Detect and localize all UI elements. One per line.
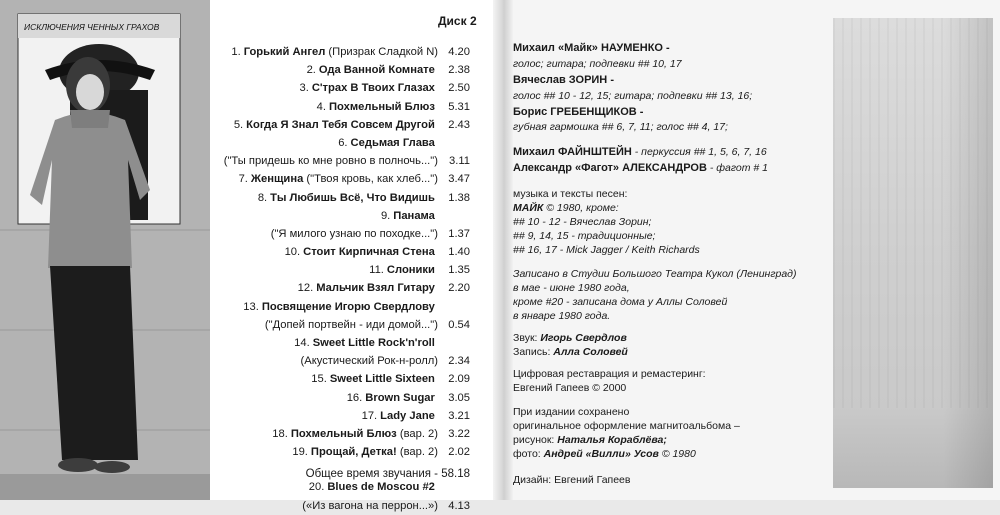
- musician-role: голос ## 10 - 12, 15; гитара; подпевки ## 13, 16;: [513, 90, 753, 102]
- track-row: 10. Стоит Кирпичная Стена 1.40: [284, 246, 470, 259]
- track-row: 12. Мальчик Взял Гитару 2.20: [297, 282, 470, 295]
- bonus-track-row: («Из вагона на перрон...») 4.13: [302, 499, 470, 512]
- poster-text: ИСКЛЮЧЕНИЯ ЧЕННЫХ ГРАХОВ: [24, 22, 160, 32]
- design-note: При издании сохранено: [513, 406, 630, 418]
- total-time: [210, 468, 470, 480]
- restoration-line: Цифровая реставрация и ремастеринг:: [513, 368, 706, 380]
- musician-line: Вячеслав ЗОРИН -: [513, 74, 614, 86]
- track-row: ("Я милого узнаю по походке...") 1.37: [270, 227, 470, 240]
- total-value: 58.18: [441, 468, 470, 480]
- sound-credit: Звук: Игорь Свердлов: [513, 332, 627, 344]
- recording-line: кроме #20 - записана дома у Аллы Соловей: [513, 296, 728, 308]
- musician-line: Борис ГРЕБЕНЩИКОВ -: [513, 106, 644, 118]
- design-note: оригинальное оформление магнитоальбома –: [513, 420, 740, 432]
- track-row: ("Ты придешь ко мне ровно в полночь...") 3.11: [223, 155, 470, 168]
- track-row: 13. Посвящение Игорю Свердлову: [243, 300, 435, 313]
- track-row: (Акустический Рок-н-ролл) 2.34: [300, 355, 470, 368]
- track-row: 9. Панама: [380, 209, 435, 222]
- musician-role: губная гармошка ## 6, 7, 11; голос ## 4, 17;: [513, 121, 728, 133]
- musician-role: голос; гитара; подпевки ## 10, 17: [513, 58, 682, 70]
- lyrics-author: МАЙК © 1980, кроме:: [513, 202, 619, 214]
- track-row: 15. Sweet Little Sixteen 2.09: [311, 373, 470, 386]
- track-row: 1. Горький Ангел (Призрак Сладкой N) 4.20: [231, 46, 470, 58]
- track-row: 6. Седьмая Глава: [338, 136, 435, 149]
- design-credit: Дизайн: Евгений Гапеев: [513, 474, 631, 486]
- lyrics-line: ## 16, 17 - Mick Jagger / Keith Richards: [513, 244, 700, 256]
- track-row: 4. Похмельный Блюз 5.31: [316, 100, 470, 113]
- recording-line: в мае - июне 1980 года,: [513, 282, 630, 294]
- photo-credit: фото: Андрей «Вилли» Усов © 1980: [513, 448, 696, 460]
- track-row: 2. Ода Ванной Комнате 2.38: [306, 64, 470, 77]
- musician-line: Александр «Фагот» АЛЕКСАНДРОВ - фагот # 1: [513, 162, 769, 174]
- total-label: Общее время звучания -: [305, 468, 439, 480]
- musician-photo: [0, 0, 210, 500]
- recording-line: Записано в Студии Большого Театра Кукол (Ленинград): [513, 268, 797, 280]
- lyrics-heading: музыка и тексты песен:: [513, 188, 628, 200]
- musician-line: Михаил ФАЙНШТЕЙН - перкуссия ## 1, 5, 6, 7, 16: [513, 146, 767, 158]
- wall-photo: [833, 18, 993, 488]
- track-row: 8. Ты Любишь Всё, Что Видишь 1.38: [257, 191, 470, 204]
- booklet-spine: [493, 0, 513, 500]
- left-page: [0, 0, 493, 512]
- track-row: 5. Когда Я Знал Тебя Совсем Другой 2.43: [233, 118, 470, 131]
- lyrics-line: ## 10 - 12 - Вячеслав Зорин;: [513, 216, 652, 228]
- restoration-line: Евгений Гапеев © 2000: [513, 382, 627, 394]
- disc-title: Диск 2: [438, 14, 477, 28]
- track-row: ("Допей портвейн - иди домой...") 0.54: [264, 318, 470, 331]
- musician-photo-drawing: [0, 0, 210, 500]
- right-page: [513, 0, 1000, 500]
- track-row: 17. Lady Jane 3.21: [361, 409, 470, 422]
- tracklist: [210, 43, 470, 515]
- track-row: 7. Женщина ("Твоя кровь, как хлеб...") 3.47: [238, 173, 470, 186]
- bonus-track-row: 20. Blues de Moscou #2: [308, 481, 435, 494]
- track-row: 18. Похмельный Блюз (вар. 2) 3.22: [272, 427, 470, 440]
- track-row: 11. Слоники 1.35: [369, 264, 470, 277]
- track-row: 19. Прощай, Детка! (вар. 2) 2.02: [292, 446, 470, 459]
- record-credit: Запись: Алла Соловей: [513, 346, 628, 358]
- track-row: 14. Sweet Little Rock'n'roll: [294, 337, 435, 349]
- lyrics-line: ## 9, 14, 15 - традиционные;: [513, 230, 656, 242]
- drawing-credit: рисунок: Наталья Кораблёва;: [513, 434, 667, 446]
- recording-line: в январе 1980 года.: [513, 310, 611, 322]
- musician-line: Михаил «Майк» НАУМЕНКО -: [513, 42, 670, 54]
- track-row: 3. С'трах В Твоих Глазах 2.50: [299, 82, 470, 95]
- track-row: 16. Brown Sugar 3.05: [346, 391, 470, 404]
